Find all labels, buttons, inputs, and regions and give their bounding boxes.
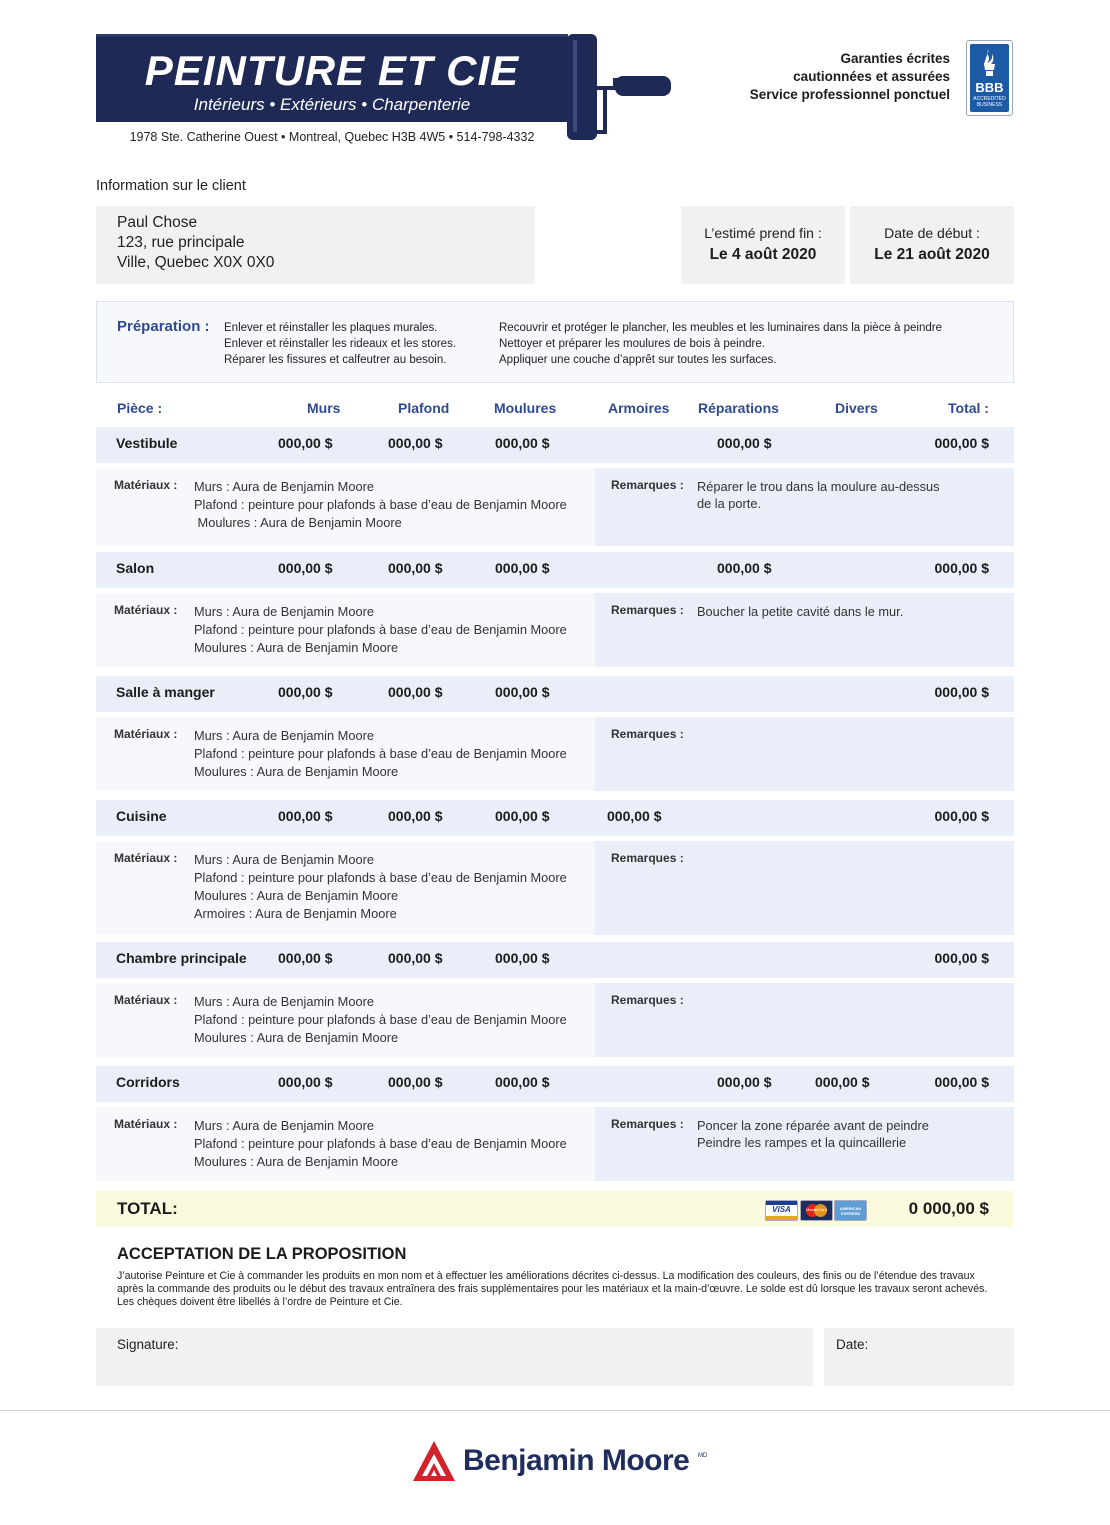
- signature-label: Signature:: [117, 1337, 179, 1352]
- material-item: Murs : Aura de Benjamin Moore: [194, 479, 374, 494]
- material-item: [194, 781, 567, 799]
- material-item: Murs : Aura de Benjamin Moore: [194, 604, 374, 619]
- room-walls-cost: 000,00 $: [278, 950, 333, 966]
- preparation-list-2: [499, 320, 942, 368]
- preparation-item: Nettoyer et préparer les moulures de bois à peindre.: [499, 338, 765, 350]
- materials-label: Matériaux :: [114, 478, 178, 492]
- room-cabinets-cost: 000,00 $: [607, 808, 662, 824]
- room-name: Vestibule: [116, 435, 178, 451]
- room-ceiling-cost: 000,00 $: [388, 684, 443, 700]
- acceptance-title: ACCEPTATION DE LA PROPOSITION: [117, 1245, 407, 1263]
- material-item: [194, 532, 567, 550]
- header-trim: Moulures: [494, 400, 557, 416]
- mastercard-icon: [800, 1200, 833, 1221]
- remarks-box: [595, 593, 1014, 667]
- room-walls-cost: 000,00 $: [278, 1074, 333, 1090]
- material-item: Murs : Aura de Benjamin Moore: [194, 994, 374, 1009]
- room-total-cost: 000,00 $: [934, 1074, 989, 1090]
- preparation-title: Préparation :: [117, 318, 210, 335]
- bbb-accredited: ACCREDITED BUSINESS: [973, 96, 1006, 108]
- benjamin-moore-logo-icon: [412, 1440, 456, 1482]
- total-value: 0 000,00 $: [908, 1199, 989, 1218]
- room-total-cost: 000,00 $: [934, 435, 989, 451]
- date-label: Date:: [836, 1337, 869, 1352]
- preparation-list-1: [224, 320, 456, 368]
- material-item: Plafond : peinture pour plafonds à base d’eau de Benjamin Moore: [194, 746, 567, 761]
- room-row: [96, 1066, 1014, 1102]
- preparation-box: [96, 301, 1014, 383]
- room-row: [96, 552, 1014, 588]
- benjamin-moore-tm: MD: [698, 1453, 708, 1459]
- room-row: [96, 427, 1014, 463]
- remarks-label: Remarques :: [611, 478, 684, 492]
- material-item: [194, 1171, 567, 1189]
- paint-roller-icon: [565, 32, 675, 144]
- materials-box: [96, 717, 595, 791]
- material-item: Armoires : Aura de Benjamin Moore: [194, 906, 397, 921]
- amex-icon: [834, 1200, 867, 1221]
- material-item: Moulures : Aura de Benjamin Moore: [194, 1154, 399, 1169]
- header-misc: Divers: [835, 400, 878, 416]
- remarks-list: [697, 478, 940, 512]
- materials-label: Matériaux :: [114, 993, 178, 1007]
- header-ceiling: Plafond: [398, 400, 450, 416]
- guarantee-line: Service professionnel ponctuel: [749, 87, 950, 102]
- remark-item: Boucher la petite cavité dans le mur.: [697, 604, 904, 619]
- remark-item: Peindre les rampes et la quincaillerie: [697, 1135, 907, 1150]
- amex-label: AMERICAN EXPRESS: [839, 1206, 862, 1216]
- remarks-box: [595, 1107, 1014, 1181]
- materials-label: Matériaux :: [114, 603, 178, 617]
- room-repairs-cost: 000,00 $: [717, 435, 772, 451]
- client-city: Ville, Quebec X0X 0X0: [117, 254, 275, 271]
- material-item: Murs : Aura de Benjamin Moore: [194, 728, 374, 743]
- room-row: [96, 942, 1014, 978]
- guarantee-line: Garanties écrites: [840, 51, 950, 66]
- bbb-badge: [966, 40, 1013, 116]
- materials-box: [96, 593, 595, 667]
- estimate-end-box: [681, 206, 845, 284]
- guarantee-text: [700, 50, 950, 104]
- remarks-label: Remarques :: [611, 993, 684, 1007]
- header-cabinets: Armoires: [608, 400, 670, 416]
- room-ceiling-cost: 000,00 $: [388, 435, 443, 451]
- room-row: [96, 676, 1014, 712]
- materials-box: [96, 468, 595, 546]
- total-bar: [96, 1191, 1014, 1227]
- date-field[interactable]: [824, 1328, 1014, 1386]
- header-walls: Murs: [307, 400, 341, 416]
- room-name: Corridors: [116, 1074, 180, 1090]
- room-trim-cost: 000,00 $: [495, 1074, 550, 1090]
- remark-item: de la porte.: [697, 496, 762, 511]
- room-name: Salon: [116, 560, 155, 576]
- materials-label: Matériaux :: [114, 1117, 178, 1131]
- company-address: 1978 Ste. Catherine Ouest • Montreal, Quebec H3B 4W5 • 514-798-4332: [129, 130, 535, 144]
- header-room: Pièce :: [117, 400, 163, 416]
- room-repairs-cost: 000,00 $: [717, 560, 772, 576]
- room-total-cost: 000,00 $: [934, 560, 989, 576]
- material-item: Moulures : Aura de Benjamin Moore: [194, 1030, 399, 1045]
- room-misc-cost: 000,00 $: [815, 1074, 870, 1090]
- preparation-item: Enlever et réinstaller les rideaux et les stores.: [224, 338, 457, 350]
- room-trim-cost: 000,00 $: [495, 684, 550, 700]
- materials-box: [96, 841, 595, 935]
- client-street: 123, rue principale: [117, 234, 245, 251]
- materials-box: [96, 1107, 595, 1181]
- room-ceiling-cost: 000,00 $: [388, 950, 443, 966]
- room-total-cost: 000,00 $: [934, 950, 989, 966]
- remarks-box: [595, 983, 1014, 1057]
- room-name: Cuisine: [116, 808, 167, 824]
- materials-list: [194, 603, 567, 675]
- material-item: Plafond : peinture pour plafonds à base d’eau de Benjamin Moore: [194, 497, 567, 512]
- room-trim-cost: 000,00 $: [495, 808, 550, 824]
- materials-box: [96, 983, 595, 1057]
- client-name: Paul Chose: [117, 214, 198, 231]
- materials-list: [194, 851, 567, 923]
- mastercard-label: MasterCard: [806, 1207, 827, 1212]
- remarks-box: [595, 468, 1014, 546]
- materials-label: Matériaux :: [114, 727, 178, 741]
- benjamin-moore-brand: Benjamin Moore: [463, 1444, 690, 1477]
- room-walls-cost: 000,00 $: [278, 560, 333, 576]
- remarks-label: Remarques :: [611, 1117, 684, 1131]
- remarks-box: [595, 841, 1014, 935]
- estimate-end-value: Le 4 août 2020: [709, 246, 817, 263]
- client-section-label: Information sur le client: [96, 178, 246, 194]
- remarks-list: [697, 603, 903, 637]
- room-total-cost: 000,00 $: [934, 684, 989, 700]
- bbb-torch-icon: [981, 48, 998, 78]
- room-ceiling-cost: 000,00 $: [388, 1074, 443, 1090]
- room-trim-cost: 000,00 $: [495, 950, 550, 966]
- remarks-list: [697, 1117, 929, 1151]
- materials-list: [194, 727, 567, 799]
- estimate-end-label: L’estimé prend fin :: [704, 225, 822, 241]
- material-item: Plafond : peinture pour plafonds à base d’eau de Benjamin Moore: [194, 870, 567, 885]
- material-item: Moulures : Aura de Benjamin Moore: [194, 888, 399, 903]
- visa-label: VISA: [772, 1205, 791, 1214]
- materials-label: Matériaux :: [114, 851, 178, 865]
- material-item: Murs : Aura de Benjamin Moore: [194, 852, 374, 867]
- client-info-box: [96, 206, 535, 284]
- start-date-label: Date de début :: [884, 225, 980, 241]
- bbb-label: BBB: [975, 80, 1004, 95]
- remarks-label: Remarques :: [611, 603, 684, 617]
- material-item: Moulures : Aura de Benjamin Moore: [194, 515, 402, 530]
- room-name: Chambre principale: [116, 950, 247, 966]
- room-ceiling-cost: 000,00 $: [388, 808, 443, 824]
- materials-list: [194, 478, 567, 550]
- room-total-cost: 000,00 $: [934, 808, 989, 824]
- room-repairs-cost: 000,00 $: [717, 1074, 772, 1090]
- signature-field[interactable]: [96, 1328, 813, 1386]
- company-tagline: Intérieurs • Extérieurs • Charpenterie: [193, 95, 471, 114]
- visa-icon: [765, 1200, 798, 1221]
- room-ceiling-cost: 000,00 $: [388, 560, 443, 576]
- preparation-item: Appliquer une couche d’apprêt sur toutes les surfaces.: [499, 354, 777, 366]
- header-total: Total :: [948, 400, 989, 416]
- remark-item: Réparer le trou dans la moulure au-dessus: [697, 479, 940, 494]
- material-item: Moulures : Aura de Benjamin Moore: [194, 764, 399, 779]
- remarks-label: Remarques :: [611, 727, 684, 741]
- material-item: Plafond : peinture pour plafonds à base d’eau de Benjamin Moore: [194, 622, 567, 637]
- total-label: TOTAL:: [117, 1199, 178, 1218]
- remark-item: [697, 620, 903, 637]
- room-walls-cost: 000,00 $: [278, 808, 333, 824]
- room-row: [96, 800, 1014, 836]
- company-name: PEINTURE ET CIE: [144, 47, 520, 94]
- preparation-item: Enlever et réinstaller les plaques murales.: [224, 322, 438, 334]
- material-item: [194, 657, 567, 675]
- room-trim-cost: 000,00 $: [495, 435, 550, 451]
- room-trim-cost: 000,00 $: [495, 560, 550, 576]
- material-item: [194, 1047, 567, 1065]
- room-walls-cost: 000,00 $: [278, 435, 333, 451]
- remarks-box: [595, 717, 1014, 791]
- start-date-box: [850, 206, 1014, 284]
- materials-list: [194, 1117, 567, 1189]
- material-item: Plafond : peinture pour plafonds à base d’eau de Benjamin Moore: [194, 1012, 567, 1027]
- acceptance-text: J’autorise Peinture et Cie à commander les produits en mon nom et à effectuer les améliorations décrites ci-dessus. La modification des couleurs, des finis ou de l’étendue des travaux après la commande des produits ou le début des travaux entraînera des frais supplémentaires pour les matériaux et la main-d’œuvre. Le solde est dû lorsque les travaux seront achevés. Les chèques doivent être libellés à l’ordre de Peinture et Cie.: [117, 1270, 988, 1308]
- footer-divider: [0, 1410, 1110, 1411]
- material-item: Moulures : Aura de Benjamin Moore: [194, 640, 399, 655]
- material-item: Plafond : peinture pour plafonds à base d’eau de Benjamin Moore: [194, 1136, 567, 1151]
- materials-list: [194, 993, 567, 1065]
- remark-item: Poncer la zone réparée avant de peindre: [697, 1118, 929, 1133]
- preparation-item: Recouvrir et protéger le plancher, les meubles et les luminaires dans la pièce à peindre: [499, 322, 942, 334]
- preparation-item: Réparer les fissures et calfeutrer au besoin.: [224, 354, 447, 366]
- remarks-label: Remarques :: [611, 851, 684, 865]
- company-logo-banner: [96, 34, 568, 122]
- header-repairs: Réparations: [698, 400, 779, 416]
- material-item: Murs : Aura de Benjamin Moore: [194, 1118, 374, 1133]
- room-name: Salle à manger: [116, 684, 215, 700]
- start-date-value: Le 21 août 2020: [874, 246, 990, 263]
- guarantee-line: cautionnées et assurées: [793, 69, 950, 84]
- room-walls-cost: 000,00 $: [278, 684, 333, 700]
